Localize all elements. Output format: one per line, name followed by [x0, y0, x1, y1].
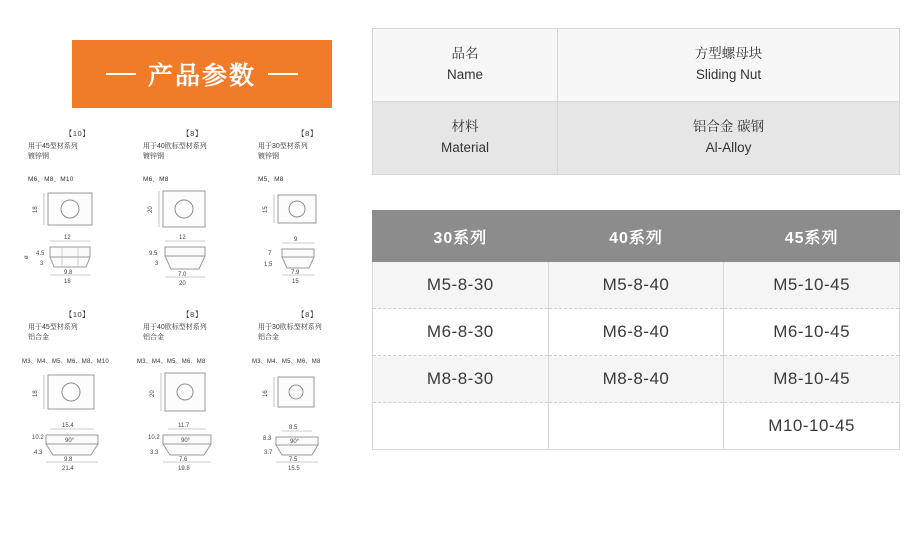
- series-header-45: 45系列: [724, 211, 900, 262]
- table-header-row: [373, 211, 900, 262]
- dash-right-icon: [268, 73, 298, 75]
- diagram-cell: [135, 128, 250, 303]
- svg-text:20: 20: [148, 206, 154, 214]
- diagram-caption: 用于40欧标型材系列 镀锌钢: [143, 143, 207, 161]
- diagram-caption: 用于40欧标型材系列 铝合金: [143, 324, 207, 342]
- spec-value-cn: 铝合金 碳钢: [692, 119, 765, 135]
- section-title-banner: [72, 40, 332, 108]
- diagram-cell: [20, 128, 135, 303]
- svg-text:ø: ø: [24, 255, 30, 260]
- svg-text:3.3: 3.3: [150, 449, 159, 456]
- diagram-bolt-list: M6、M8、M10: [28, 176, 74, 184]
- spec-label-cn: 材料: [451, 119, 479, 135]
- svg-text:8.5: 8.5: [289, 424, 298, 431]
- svg-text:3.7: 3.7: [264, 449, 273, 456]
- spec-label-cell: [373, 102, 558, 175]
- model-cell: M6-10-45: [724, 309, 900, 356]
- svg-text:9: 9: [294, 237, 298, 244]
- diagram-row-steel: [20, 128, 365, 303]
- model-cell: M5-10-45: [724, 262, 900, 309]
- diagram-bolt-list: M3、M4、M5、M6、M8: [137, 358, 206, 365]
- spec-label-en: Material: [440, 140, 489, 155]
- svg-text:4.5: 4.5: [36, 251, 45, 258]
- diagram-drawing: [20, 185, 135, 303]
- diagram-tag: 【8】: [182, 310, 203, 320]
- diagram-tag: 【8】: [182, 129, 203, 138]
- svg-text:15.5: 15.5: [288, 465, 300, 472]
- spec-value-en: Al-Alloy: [705, 140, 752, 155]
- svg-text:12: 12: [64, 235, 71, 242]
- svg-text:15.4: 15.4: [62, 422, 74, 429]
- series-model-table: [372, 210, 900, 450]
- svg-text:15: 15: [292, 279, 299, 286]
- diagram-grid: [20, 128, 365, 491]
- series-header-40: 40系列: [548, 211, 724, 262]
- svg-text:4.3: 4.3: [34, 449, 43, 456]
- model-cell: M10-10-45: [724, 403, 900, 450]
- svg-text:90°: 90°: [65, 437, 75, 444]
- diagram-tag: 【8】: [297, 310, 318, 320]
- diagram-drawing: [20, 367, 135, 485]
- svg-text:10.2: 10.2: [32, 434, 44, 441]
- svg-text:15: 15: [263, 206, 269, 214]
- diagram-caption: 用于45型材系列 铝合金: [28, 324, 78, 342]
- table-row: [373, 102, 900, 175]
- spec-label-cn: 品名: [451, 46, 479, 62]
- svg-text:1.5: 1.5: [264, 262, 273, 269]
- diagram-row-alloy: [20, 309, 365, 484]
- model-cell: [548, 403, 724, 450]
- svg-text:3: 3: [40, 261, 44, 268]
- diagram-caption: 用于30欧标型材系列 铝合金: [258, 324, 322, 342]
- spec-value-cell: [558, 29, 900, 102]
- series-header-30: 30系列: [373, 211, 549, 262]
- svg-text:20: 20: [179, 281, 186, 288]
- svg-text:7.9: 7.9: [291, 270, 300, 277]
- svg-text:19.8: 19.8: [178, 465, 190, 472]
- spec-label-cell: [373, 29, 558, 102]
- svg-text:12: 12: [179, 235, 186, 242]
- svg-text:9.8: 9.8: [64, 456, 73, 463]
- table-row: [373, 262, 900, 309]
- diagram-drawing: [250, 185, 365, 303]
- product-info-table: [372, 28, 900, 175]
- svg-text:9.8: 9.8: [64, 270, 73, 277]
- diagram-bolt-list: M5、M8: [258, 176, 284, 184]
- model-cell: M8-8-30: [373, 356, 549, 403]
- diagram-bolt-list: M3、M4、M5、M6、M8、M10: [22, 358, 109, 365]
- svg-text:7.5: 7.5: [289, 456, 298, 463]
- diagram-bolt-list: M3、M4、M5、M6、M8: [252, 358, 321, 365]
- svg-text:7: 7: [268, 251, 272, 258]
- model-cell: M6-8-30: [373, 309, 549, 356]
- table-row: [373, 309, 900, 356]
- model-cell: M8-10-45: [724, 356, 900, 403]
- dash-left-icon: [106, 73, 136, 75]
- spec-value-en: Sliding Nut: [695, 67, 762, 82]
- diagram-tag: 【10】: [64, 310, 91, 320]
- model-cell: M5-8-30: [373, 262, 549, 309]
- svg-text:3: 3: [155, 261, 159, 268]
- diagram-tag: 【10】: [64, 129, 91, 138]
- svg-text:18: 18: [64, 279, 71, 286]
- diagram-drawing: [250, 367, 365, 485]
- svg-text:20: 20: [150, 389, 156, 397]
- svg-text:18: 18: [33, 206, 39, 214]
- diagram-drawing: [135, 185, 250, 303]
- diagram-cell: [135, 309, 250, 484]
- svg-text:16: 16: [263, 389, 269, 397]
- svg-text:10.2: 10.2: [148, 434, 160, 441]
- svg-text:21.4: 21.4: [62, 465, 74, 472]
- diagram-bolt-list: M6、M8: [143, 176, 169, 184]
- diagram-cell: [250, 309, 365, 484]
- diagram-cell: [20, 309, 135, 484]
- table-row: [373, 356, 900, 403]
- diagram-cell: [250, 128, 365, 303]
- svg-text:90°: 90°: [290, 438, 300, 445]
- svg-text:7.6: 7.6: [179, 456, 188, 463]
- model-cell: M5-8-40: [548, 262, 724, 309]
- table-row: [373, 29, 900, 102]
- diagram-drawing: [135, 367, 250, 485]
- svg-text:11.7: 11.7: [178, 422, 190, 429]
- page-title: 产品参数: [147, 62, 256, 90]
- svg-text:7.0: 7.0: [178, 272, 187, 279]
- spec-label-en: Name: [446, 67, 483, 82]
- model-cell: M8-8-40: [548, 356, 724, 403]
- diagram-caption: 用于45型材系列 镀锌钢: [28, 143, 78, 161]
- diagram-tag: 【8】: [297, 129, 318, 138]
- spec-value-cell: [558, 102, 900, 175]
- left-column: [0, 0, 365, 556]
- spec-value-cn: 方型螺母块: [694, 46, 763, 62]
- svg-text:90°: 90°: [181, 437, 191, 444]
- svg-text:9.5: 9.5: [149, 251, 158, 258]
- table-row: [373, 403, 900, 450]
- model-cell: M6-8-40: [548, 309, 724, 356]
- diagram-caption: 用于30型材系列 镀锌钢: [258, 143, 308, 161]
- svg-text:8.3: 8.3: [263, 435, 272, 442]
- svg-text:18: 18: [33, 389, 39, 397]
- model-cell: [373, 403, 549, 450]
